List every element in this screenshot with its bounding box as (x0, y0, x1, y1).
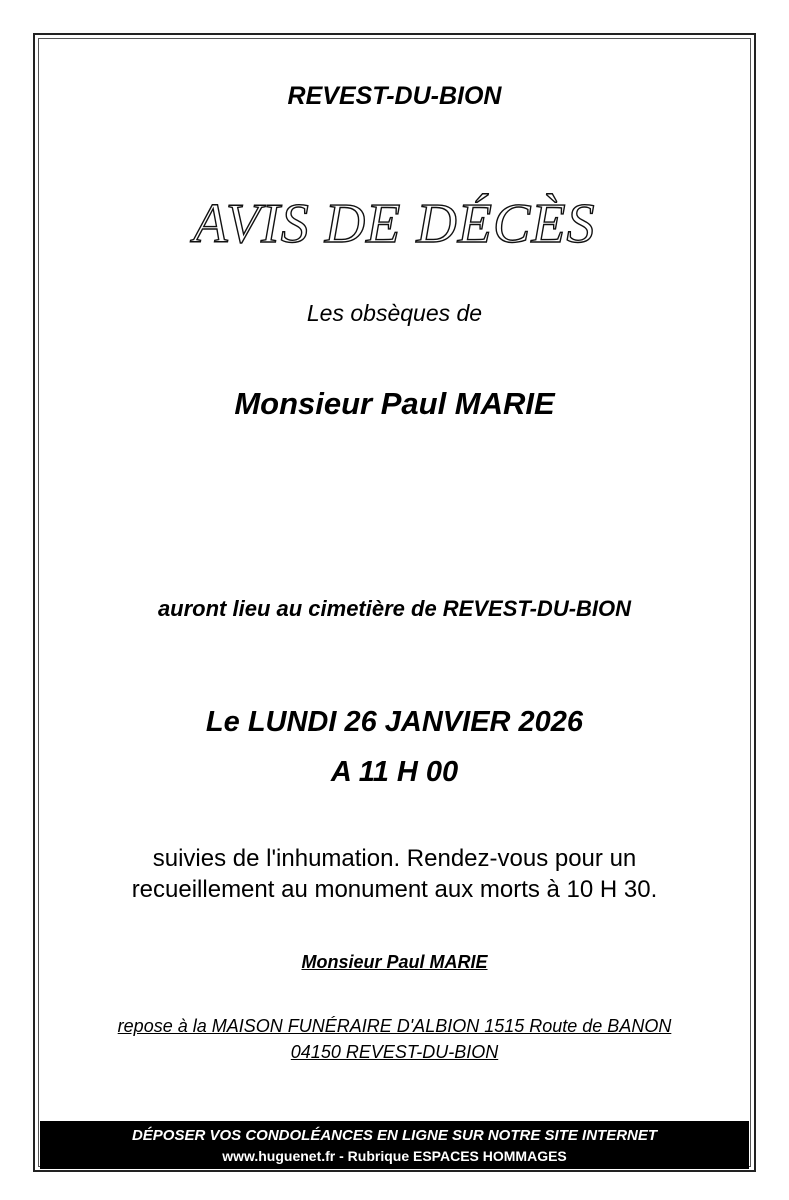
resting-address-line-2: 04150 REVEST-DU-BION (290, 1042, 499, 1062)
followup-line-1: suivies de l'inhumation. Rendez-vous pour un (152, 845, 637, 872)
ceremony-time: A 11 H 00 (330, 756, 459, 788)
notice-title: AVIS DE DÉCÈS (193, 193, 596, 255)
ceremony-date: Le LUNDI 26 JANVIER 2026 (205, 706, 584, 738)
ceremony-place: auront lieu au cimetière de REVEST-DU-BION (157, 596, 632, 621)
footer-website-link[interactable]: www.huguenet.fr - Rubrique ESPACES HOMMAGES (222, 1148, 567, 1164)
deceased-name: Monsieur Paul MARIE (234, 386, 555, 421)
resting-address-line-1: repose à la MAISON FUNÉRAIRE D'ALBION 1515 Route de BANON (117, 1016, 672, 1036)
intro-text: Les obsèques de (306, 300, 483, 326)
town-heading: REVEST-DU-BION (287, 82, 502, 110)
footer-banner (40, 1121, 749, 1169)
resting-name: Monsieur Paul MARIE (301, 952, 488, 972)
footer-condolences-text: DÉPOSER VOS CONDOLÉANCES EN LIGNE SUR NOTRE SITE INTERNET (131, 1127, 658, 1144)
followup-line-2: recueillement au monument aux morts à 10 H 30. (131, 876, 658, 903)
